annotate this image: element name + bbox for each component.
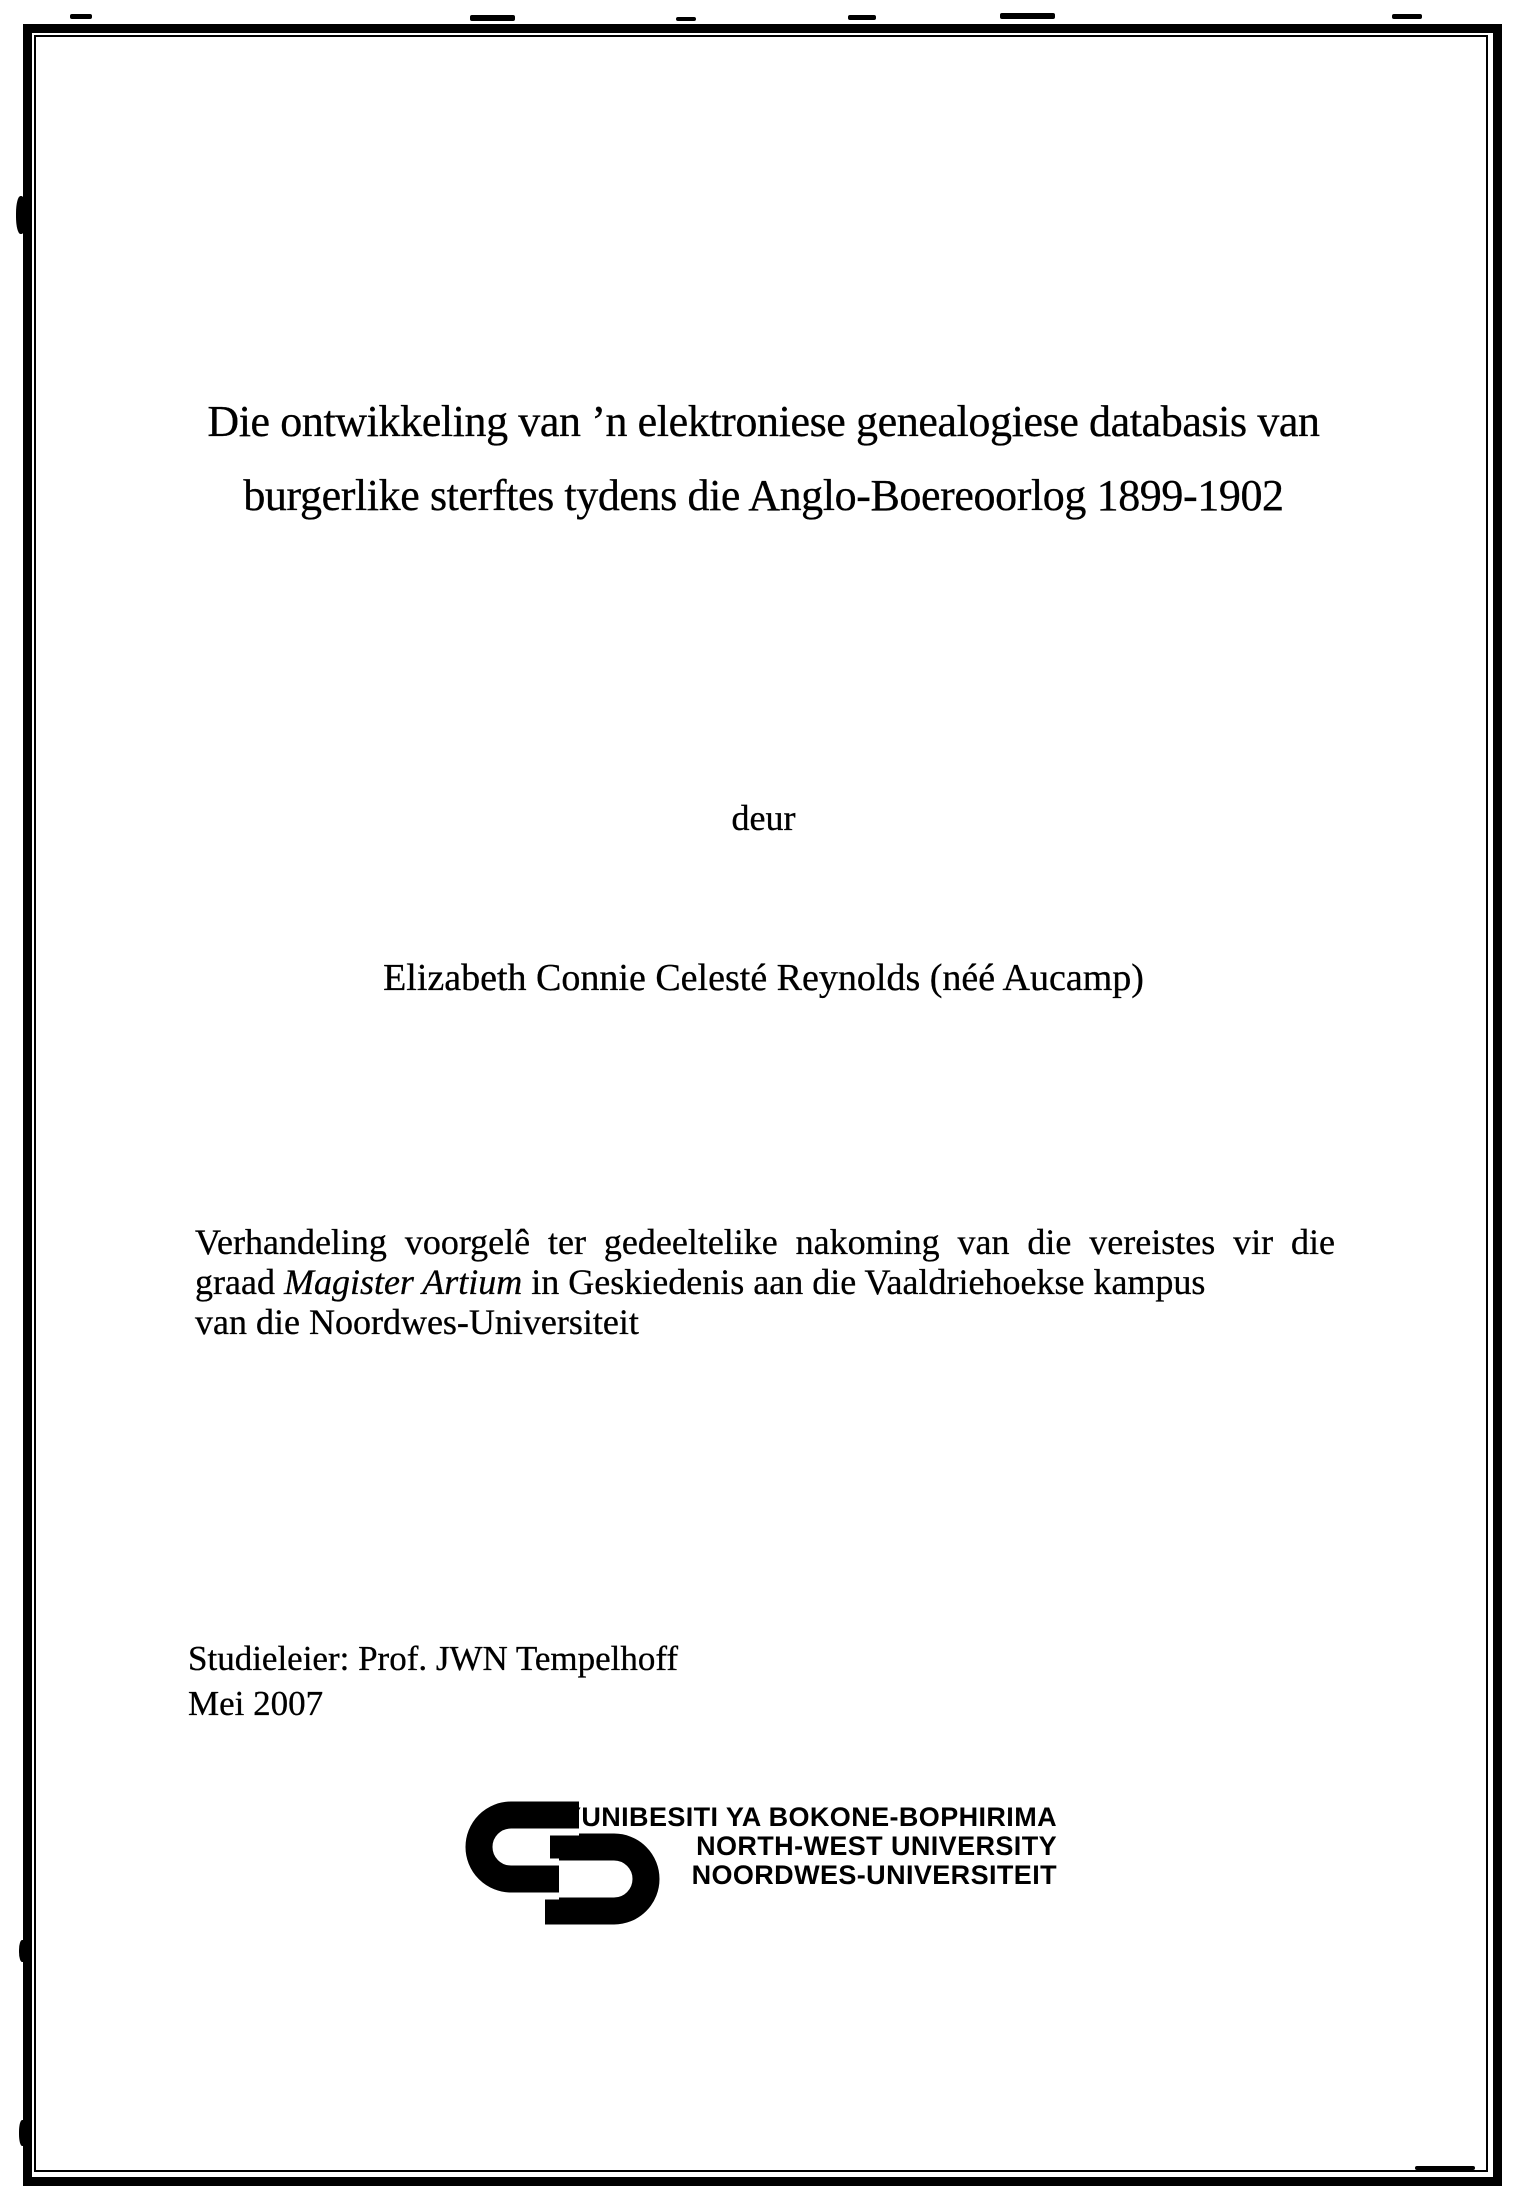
degree-statement-line2 [195, 1262, 1335, 1302]
degree-statement [195, 1222, 1335, 1342]
university-logo-text [557, 1803, 1057, 1890]
thesis-title-line1: Die ontwikkeling van ’n elektroniese genealogiese databasis van [207, 397, 1320, 446]
scan-artifact [1000, 13, 1055, 19]
degree-statement-line3: van die Noordwes-Universiteit [195, 1302, 639, 1342]
university-name-afrikaans: NOORDWES-UNIVERSITEIT [691, 1860, 1057, 1890]
thesis-title [0, 385, 1527, 533]
supervisor-block [188, 1636, 1088, 1726]
scan-artifact [848, 15, 876, 20]
degree-statement-line2-pre: graad [195, 1262, 284, 1302]
scan-artifact [70, 14, 92, 19]
scan-artifact [470, 15, 515, 21]
supervisor-line: Studieleier: Prof. JWN Tempelhoff [188, 1639, 679, 1678]
scan-artifact [1392, 14, 1422, 19]
thesis-title-line2: burgerlike sterftes tydens die Anglo-Boereoorlog 1899-1902 [243, 471, 1284, 520]
degree-statement-line1: Verhandeling voorgelê ter gedeeltelike nakoming van die vereistes vir die [195, 1222, 1335, 1262]
byline: deur [731, 798, 796, 838]
university-name-setswana: YUNIBESITI YA BOKONE-BOPHIRIMA [562, 1802, 1057, 1832]
author-name: Elizabeth Connie Celesté Reynolds (néé Aucamp) [383, 957, 1144, 999]
date-line: Mei 2007 [188, 1684, 324, 1723]
scan-artifact [676, 17, 696, 21]
degree-name-italic: Magister Artium [283, 1262, 523, 1302]
degree-statement-line2-post: in Geskiedenis aan die Vaaldriehoekse kampus [522, 1262, 1206, 1302]
university-name-english: NORTH-WEST UNIVERSITY [696, 1831, 1057, 1861]
